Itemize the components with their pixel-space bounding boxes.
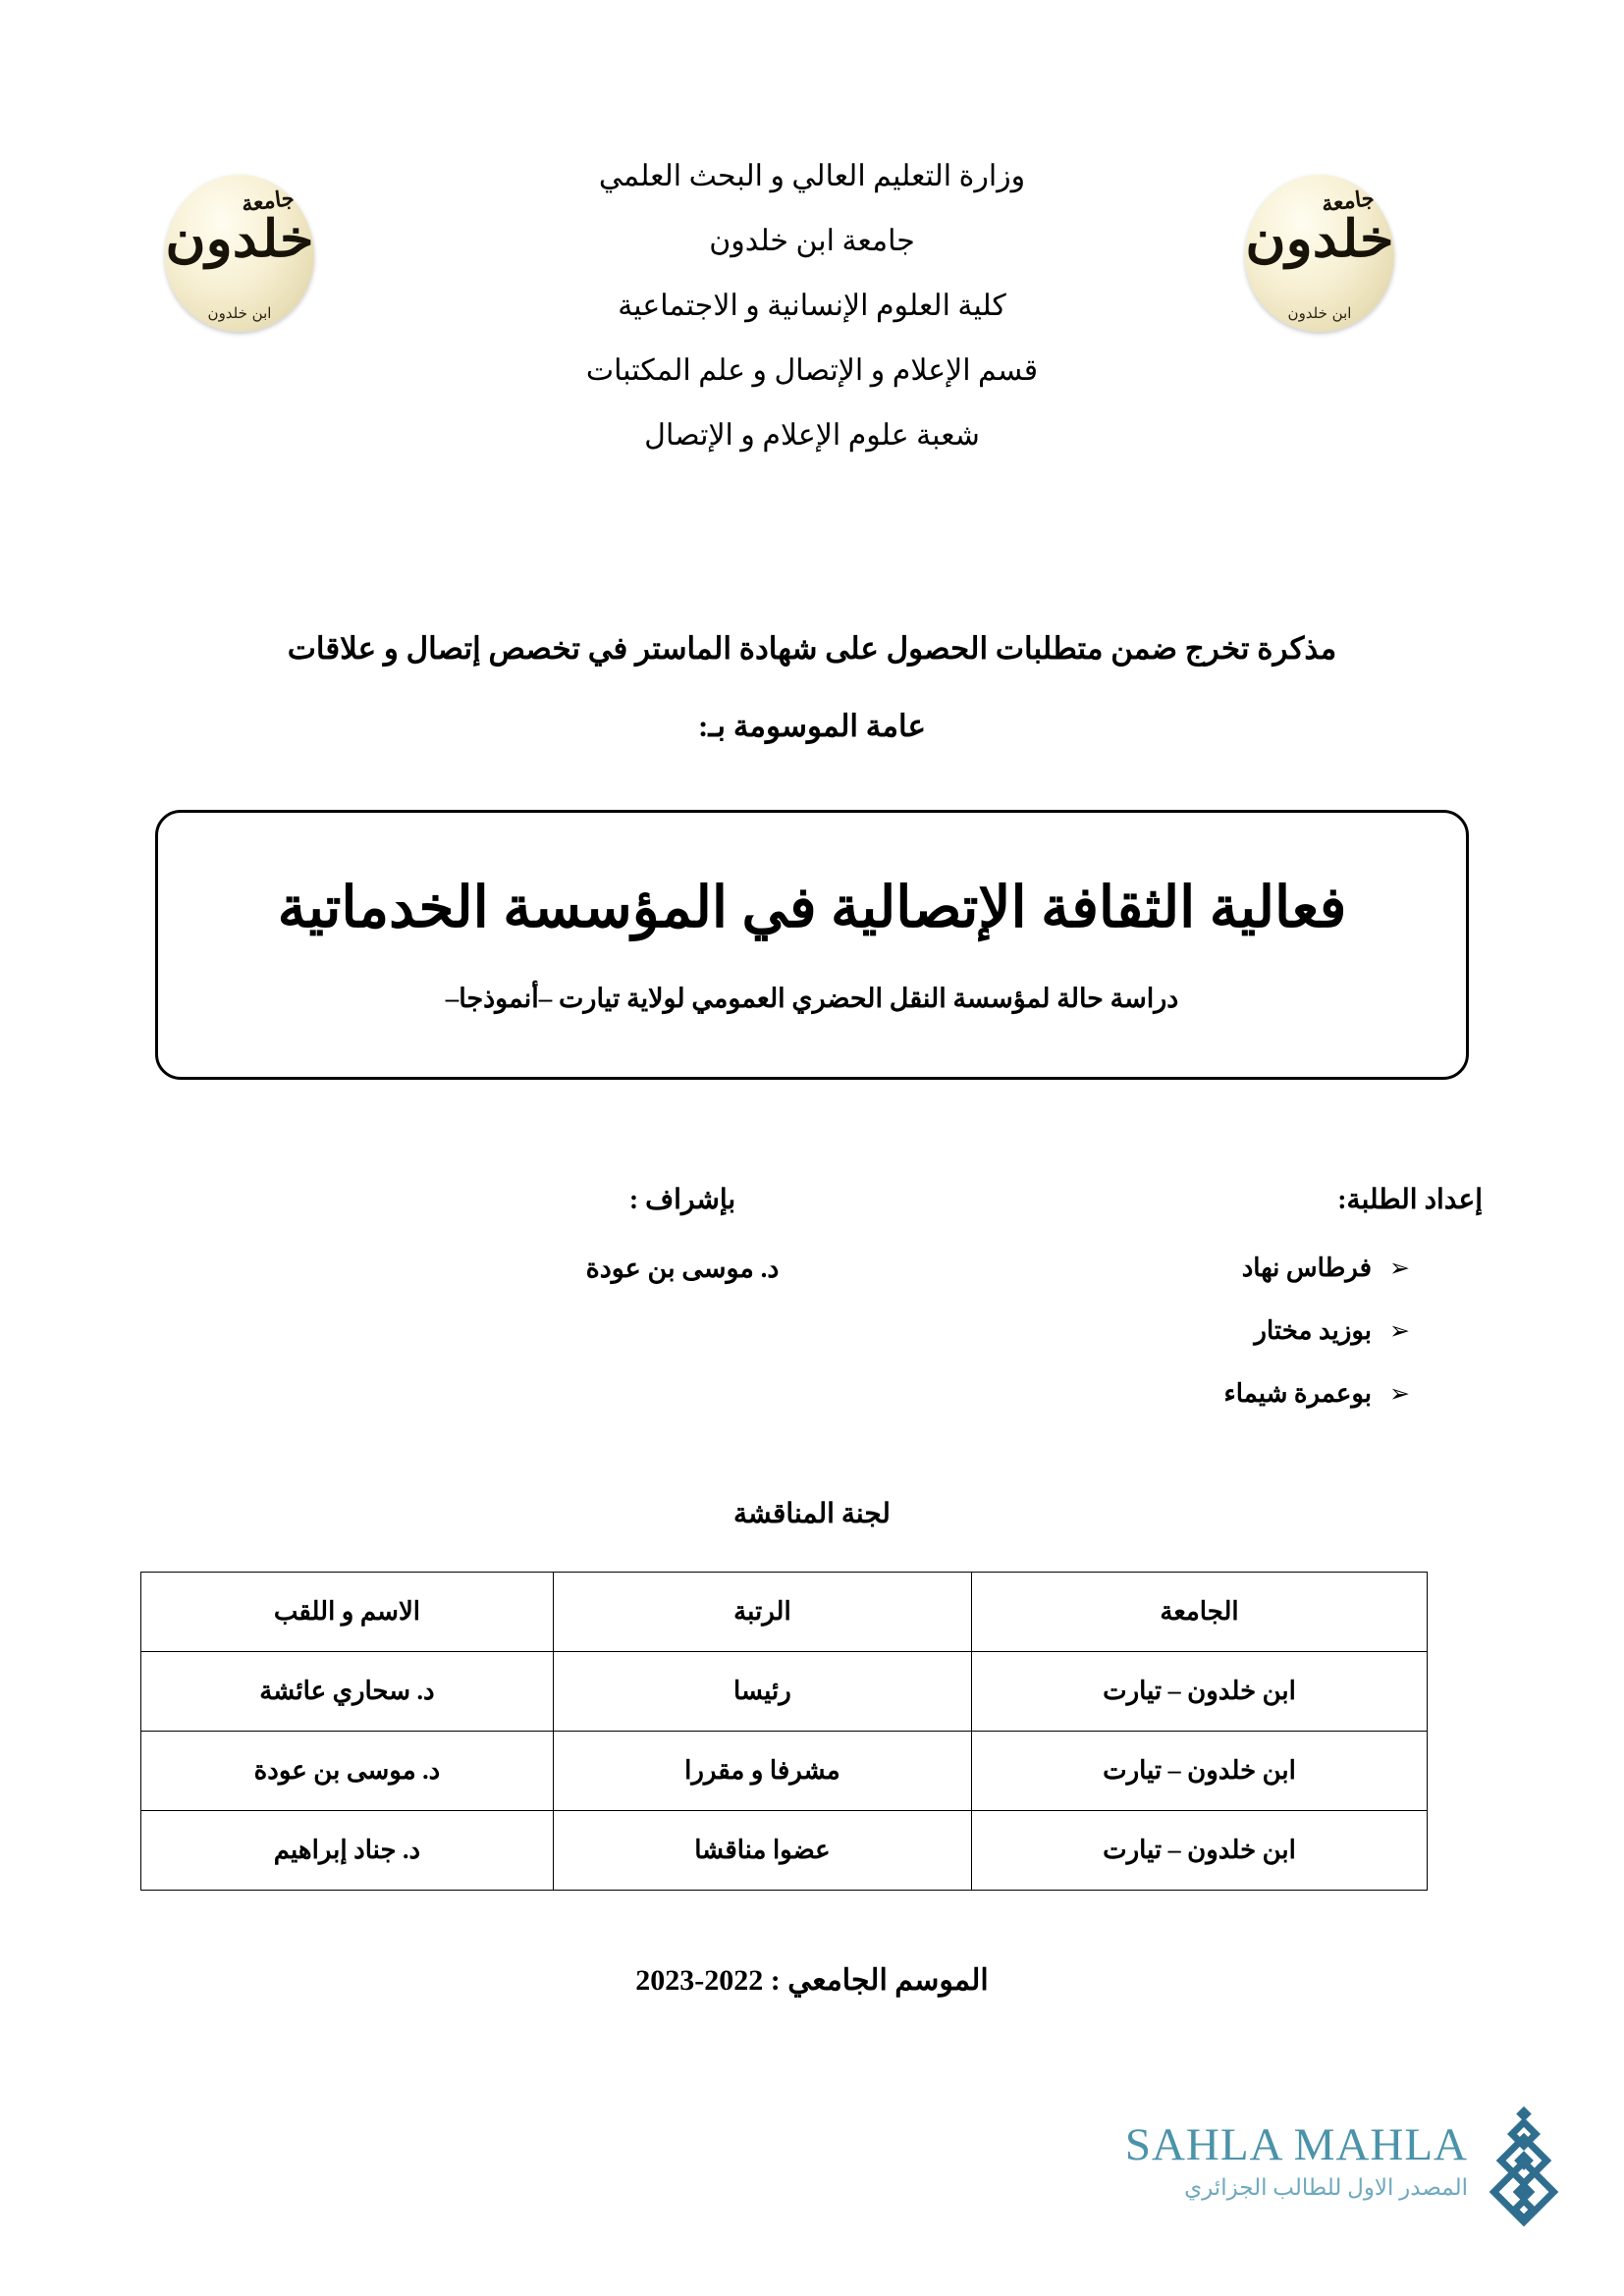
list-item	[933, 1254, 1483, 1283]
column-header-university: الجامعة	[972, 1573, 1428, 1652]
arrow-bullet-icon: ➢	[1389, 1316, 1410, 1345]
student-name: بوزيد مختار	[1254, 1316, 1373, 1345]
cell-rank: رئيسا	[553, 1652, 971, 1732]
degree-statement-line-1: مذكرة تخرج ضمن متطلبات الحصول على شهادة الماستر في تخصص إتصال و علاقات	[287, 631, 1337, 666]
cell-name: د. موسى بن عودة	[141, 1732, 554, 1811]
committee-title: لجنة المناقشة	[733, 1499, 891, 1529]
institution-header	[324, 162, 1300, 451]
cell-rank: عضوا مناقشا	[553, 1811, 971, 1891]
cell-university: ابن خلدون – تيارت	[972, 1732, 1428, 1811]
supervisor-label: بإشراف :	[628, 1185, 736, 1215]
cell-rank: مشرفا و مقررا	[553, 1732, 971, 1811]
student-name: فرطاس نهاد	[1241, 1254, 1373, 1282]
university-logo-left	[165, 175, 314, 332]
cell-university: ابن خلدون – تيارت	[972, 1652, 1428, 1732]
student-name: بوعمرة شيماء	[1223, 1379, 1373, 1408]
table-row	[141, 1652, 1428, 1732]
thesis-title-box	[155, 810, 1469, 1080]
thesis-main-title: فعالية الثقافة الإتصالية في المؤسسة الخدماتية	[277, 875, 1347, 939]
committee-table	[140, 1572, 1428, 1891]
supervisor-name: د. موسى بن عودة	[585, 1254, 780, 1283]
brand-tagline: المصدر الاول للطالب الجزائري	[1184, 2175, 1468, 2200]
header-line-department: قسم الإعلام و الإتصال و علم المكتبات	[585, 354, 1039, 387]
list-item	[933, 1379, 1483, 1409]
table-header-row	[141, 1573, 1428, 1652]
column-header-rank: الرتبة	[553, 1573, 971, 1652]
column-header-name: الاسم و اللقب	[141, 1573, 554, 1652]
cell-name: د. سحاري عائشة	[141, 1652, 554, 1732]
table-row	[141, 1732, 1428, 1811]
thesis-sub-title: دراسة حالة لمؤسسة النقل الحضري العمومي لولاية تيارت –أنموذجا–	[445, 984, 1179, 1014]
arrow-bullet-icon: ➢	[1389, 1379, 1410, 1408]
logo-top-word: جامعة	[1320, 185, 1377, 218]
students-label: إعداد الطلبة:	[1337, 1185, 1483, 1215]
cell-university: ابن خلدون – تيارت	[972, 1811, 1428, 1891]
logo-main-word: خلدون	[165, 209, 314, 269]
authors-section	[147, 1183, 1483, 1428]
header-line-branch: شعبة علوم الإعلام و الإتصال	[644, 419, 980, 452]
list-item	[933, 1316, 1483, 1346]
brand-text-block	[1075, 2119, 1468, 2200]
degree-statement-line-2: عامة الموسومة بـ:	[698, 709, 926, 743]
students-block	[933, 1183, 1483, 1442]
logo-main-word: خلدون	[1245, 209, 1394, 269]
logo-top-word: جامعة	[240, 185, 297, 218]
supervisor-block	[471, 1183, 893, 1284]
degree-statement	[98, 633, 1526, 741]
header-line-ministry: وزارة التعليم العالي و البحث العلمي	[598, 160, 1026, 192]
university-logo-calligraphy	[165, 175, 314, 332]
table-row	[141, 1811, 1428, 1891]
sahla-mahla-watermark	[1075, 2110, 1566, 2258]
logo-bottom-word: ابن خلدون	[1287, 304, 1352, 322]
header-line-university: جامعة ابن خلدون	[709, 225, 915, 257]
academic-year: الموسم الجامعي : 2022-2023	[635, 1964, 989, 1997]
header-line-faculty: كلية العلوم الإنسانية و الاجتماعية	[618, 290, 1006, 322]
arrow-bullet-icon: ➢	[1389, 1254, 1410, 1282]
brand-name: SAHLA MAHLA	[1124, 2119, 1468, 2170]
diamond-lattice-icon	[1491, 2107, 1556, 2228]
cell-name: د. جناد إبراهيم	[141, 1811, 554, 1891]
logo-bottom-word: ابن خلدون	[207, 304, 272, 322]
